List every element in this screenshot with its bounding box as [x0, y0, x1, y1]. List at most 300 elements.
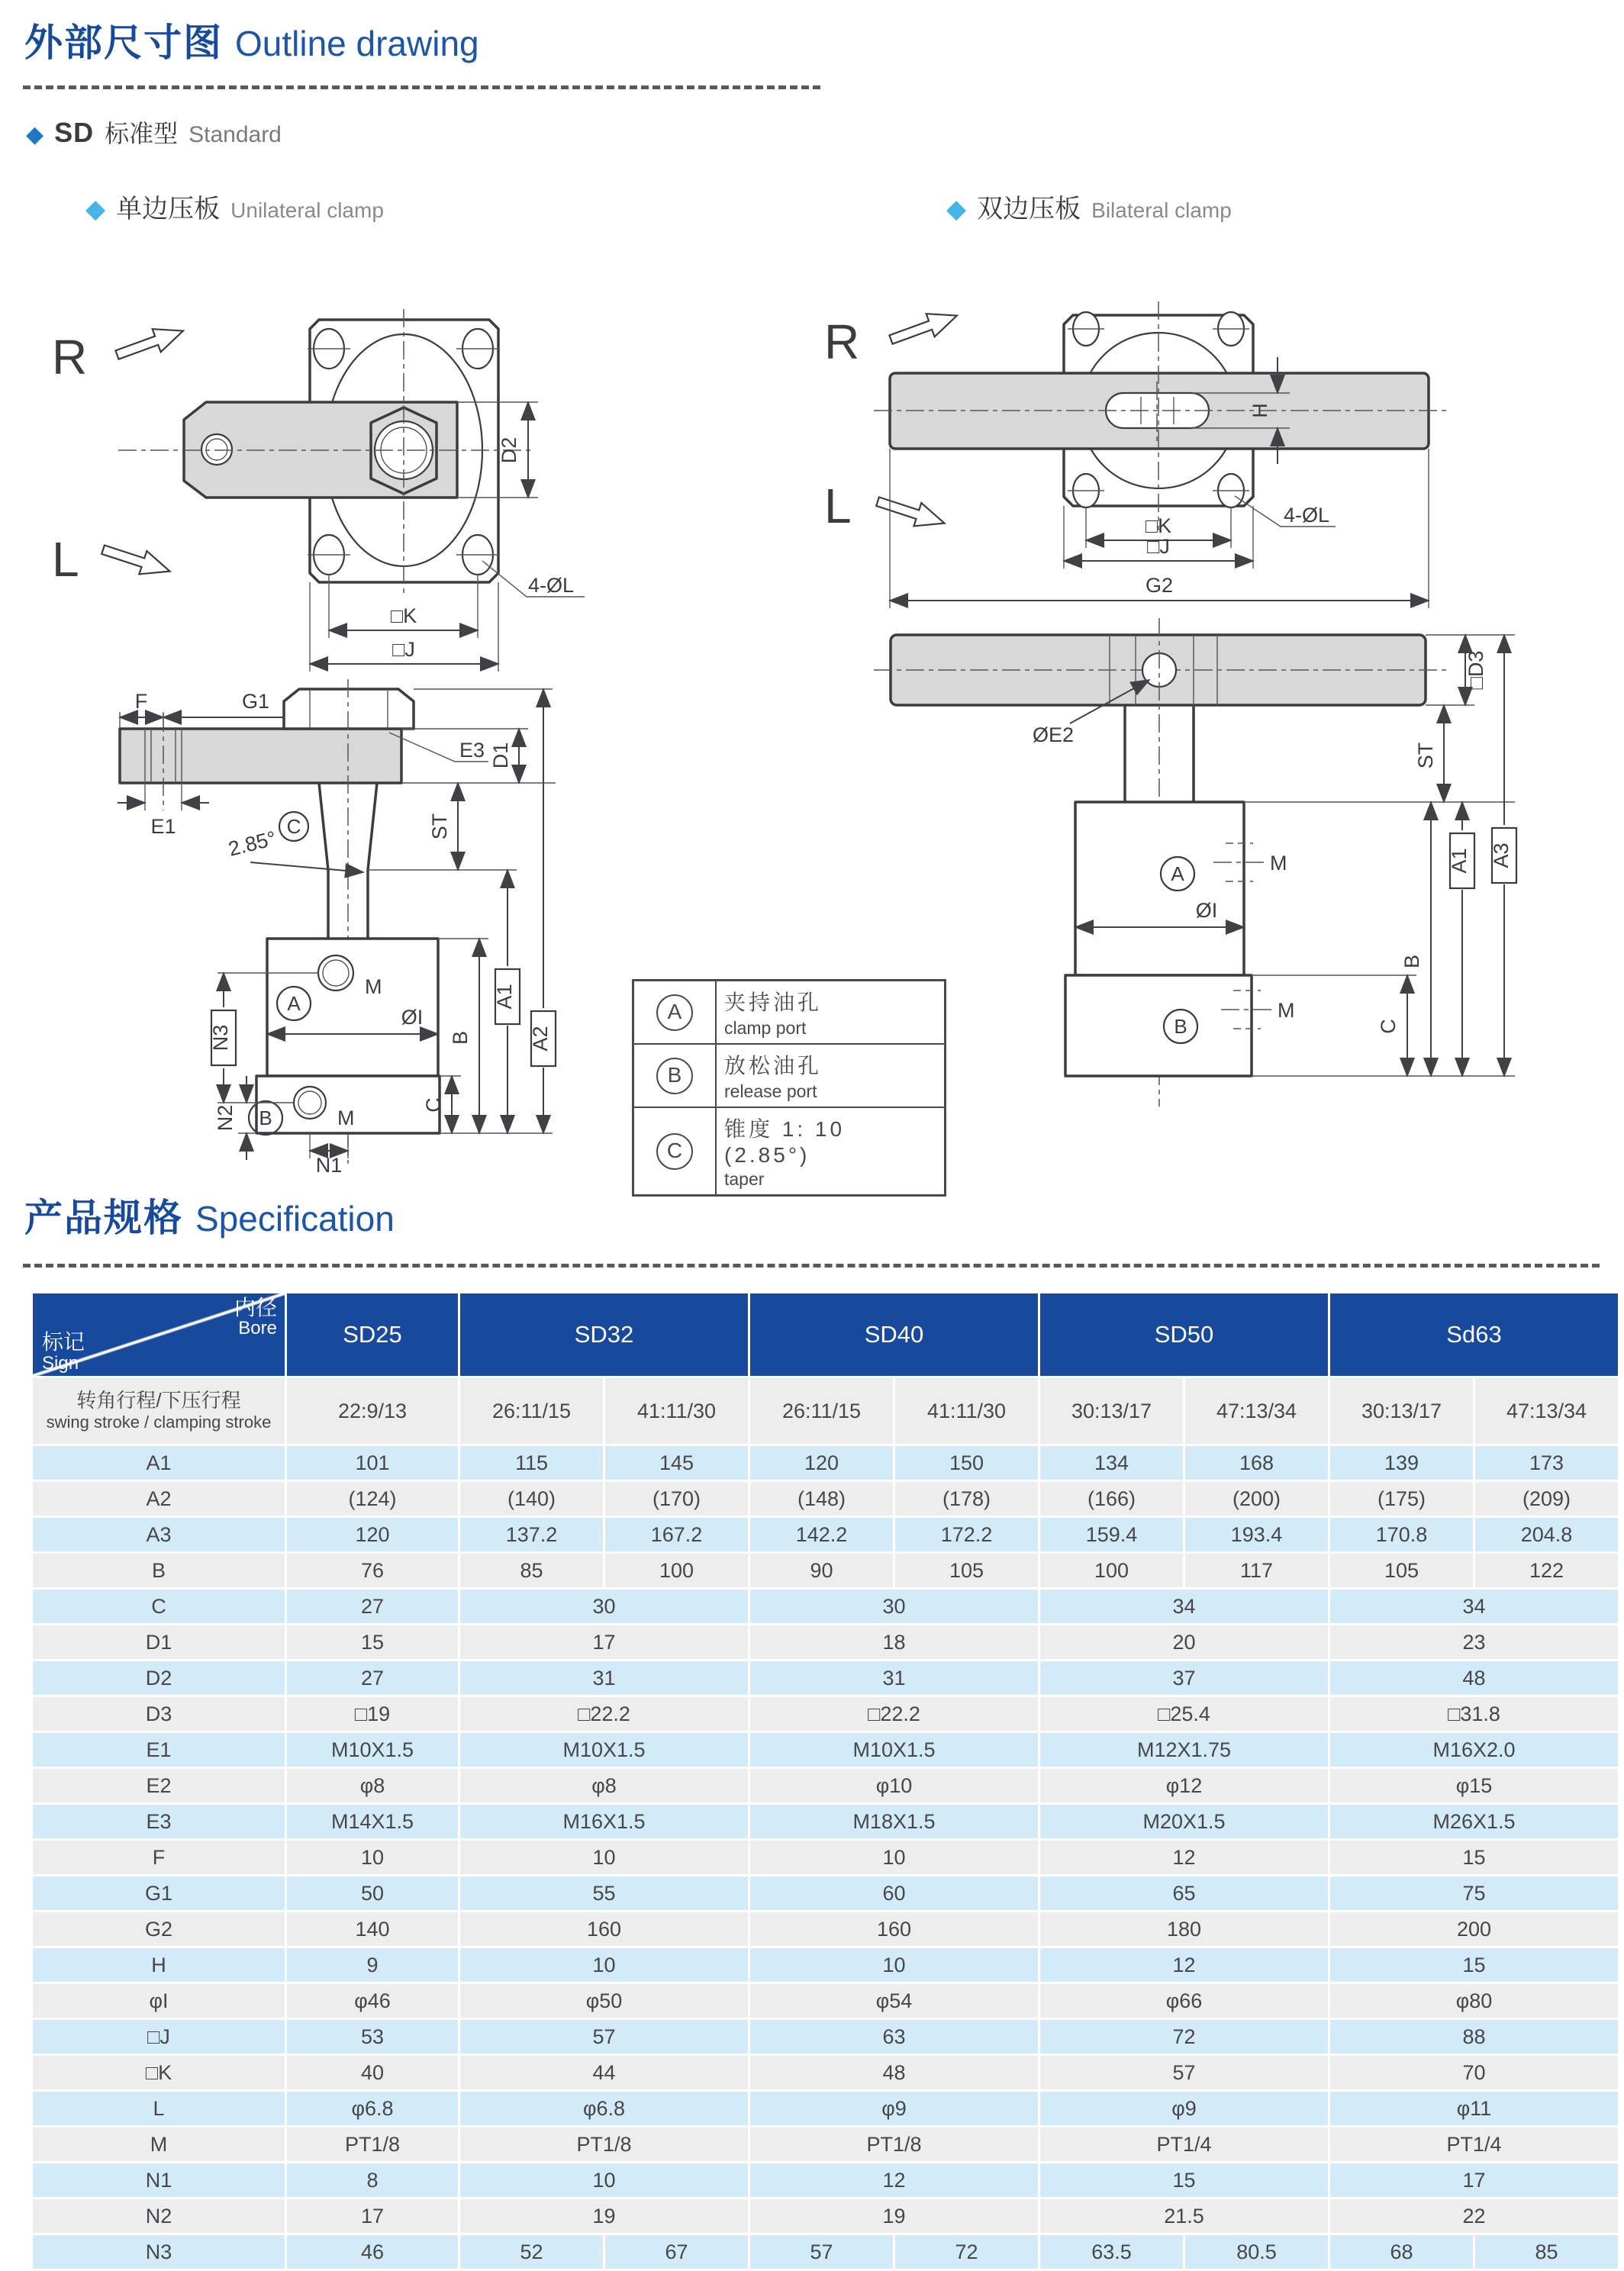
spec-cell: 68 [1330, 2235, 1473, 2269]
dim-a3 [1490, 635, 1516, 1076]
l-arrow-icon [99, 538, 173, 583]
spec-cell: φ8 [460, 1769, 748, 1802]
spec-cell: PT1/8 [750, 2128, 1038, 2161]
spec-heading [24, 1187, 395, 1242]
spec-cell: 200 [1330, 1912, 1618, 1946]
svg-text:H: H [1249, 403, 1271, 418]
spec-row [33, 2092, 1618, 2125]
svg-text:B: B [449, 1030, 472, 1045]
spec-cell: 9 [287, 1948, 458, 1982]
spec-cell: M10X1.5 [460, 1733, 748, 1767]
spec-cell: PT1/4 [1040, 2128, 1328, 2161]
dim-c [1377, 975, 1407, 1076]
spec-cell: φ9 [750, 2092, 1038, 2125]
spec-cell: 88 [1330, 2020, 1618, 2054]
svg-text:N2: N2 [214, 1104, 237, 1132]
spec-cell: 60 [750, 1876, 1038, 1910]
spec-cell: 101 [287, 1446, 458, 1480]
spec-cell: 48 [1330, 1661, 1618, 1695]
spec-row [33, 1518, 1618, 1551]
dim-st [428, 783, 458, 870]
svg-text:E1: E1 [150, 815, 176, 838]
legend-symbol-c: C [656, 1133, 693, 1170]
dim-d1 [489, 729, 519, 783]
spec-cell: (140) [460, 1482, 603, 1516]
r-arrow-icon [113, 320, 187, 367]
bi-top-view [824, 301, 1446, 608]
spec-cell: M14X1.5 [287, 1805, 458, 1838]
spec-row [33, 2163, 1618, 2197]
spec-cell: 160 [750, 1912, 1038, 1946]
spec-cell: 15 [1040, 2163, 1328, 2197]
sd-label: SD [54, 117, 95, 148]
svg-text:A: A [287, 992, 301, 1015]
legend-en: release port [724, 1081, 817, 1101]
spec-cell: 70 [1330, 2056, 1618, 2089]
sd-type-en: Standard [188, 122, 282, 147]
spec-row-label: H [33, 1948, 285, 1982]
svg-text:ØI: ØI [401, 1006, 424, 1029]
svg-text:G2: G2 [1145, 574, 1174, 597]
unilateral-clamp-label [85, 188, 384, 225]
legend-symbol-a: A [656, 994, 693, 1031]
spec-cell: φ9 [1040, 2092, 1328, 2125]
spec-row [33, 2056, 1618, 2089]
svg-text:□J: □J [392, 638, 415, 661]
spec-cell: φ54 [750, 1984, 1038, 2018]
spec-corner-cell [33, 1293, 285, 1376]
spec-cell: 18 [750, 1625, 1038, 1659]
spec-cell: M26X1.5 [1330, 1805, 1618, 1838]
spec-cell: 139 [1330, 1446, 1473, 1480]
spec-cell: 21.5 [1040, 2199, 1328, 2233]
dim-a1 [493, 870, 520, 1133]
diamond-icon: ◆ [26, 122, 44, 147]
svg-text:□J: □J [1147, 535, 1170, 558]
spec-row-label: □J [33, 2020, 285, 2054]
dim-n2 [214, 1076, 256, 1160]
spec-cell: (148) [750, 1482, 893, 1516]
spec-row-label: E2 [33, 1769, 285, 1802]
spec-cell: 12 [750, 2163, 1038, 2197]
spec-row [33, 1984, 1618, 2018]
spec-cell: M20X1.5 [1040, 1805, 1328, 1838]
bi-side-view [874, 618, 1516, 1107]
spec-cell: 170.8 [1330, 1518, 1473, 1551]
spec-row-label: G1 [33, 1876, 285, 1910]
legend-zh: 锥度 1: 10 (2.85°) [724, 1117, 846, 1167]
spec-cell: 10 [460, 1841, 748, 1874]
spec-cell: 41:11/30 [605, 1378, 748, 1444]
spec-cell: PT1/8 [460, 2128, 748, 2161]
dim-b [1400, 802, 1431, 1076]
spec-cell: M10X1.5 [750, 1733, 1038, 1767]
spec-cell: 12 [1040, 1841, 1328, 1874]
spec-cell: 26:11/15 [750, 1378, 893, 1444]
spec-cell: 72 [1040, 2020, 1328, 2054]
spec-row-label: M [33, 2128, 285, 2161]
spec-cell: 31 [460, 1661, 748, 1695]
legend-row [633, 1107, 946, 1196]
r-direction-label: R [52, 330, 88, 385]
l-direction-label: L [52, 532, 79, 587]
svg-text:C: C [422, 1097, 445, 1113]
spec-row [33, 1912, 1618, 1946]
spec-row-label: E1 [33, 1733, 285, 1767]
spec-row [33, 2235, 1618, 2269]
outline-heading-en: Outline drawing [235, 24, 479, 63]
legend-row [633, 981, 946, 1045]
spec-cell: 67 [605, 2235, 748, 2269]
l-arrow-icon [874, 490, 948, 535]
spec-cell: 15 [1330, 1948, 1618, 1982]
spec-cell: 172.2 [895, 1518, 1038, 1551]
spec-cell: 15 [287, 1625, 458, 1659]
spec-cell: □19 [287, 1697, 458, 1731]
spec-cell: 150 [895, 1446, 1038, 1480]
svg-text:A3: A3 [1490, 842, 1513, 868]
spec-cell: 85 [460, 1554, 603, 1587]
svg-text:C: C [286, 815, 301, 838]
spec-cell: 8 [287, 2163, 458, 2197]
spec-stroke-label: 转角行程/下压行程 swing stroke / clamping stroke [33, 1378, 285, 1444]
spec-cell: 159.4 [1040, 1518, 1183, 1551]
spec-row [33, 1446, 1618, 1480]
spec-header-row [33, 1293, 1618, 1376]
spec-cell: M12X1.75 [1040, 1733, 1328, 1767]
corner-bore: 内径 Bore [234, 1296, 277, 1339]
dim-st [1414, 705, 1444, 802]
dim-d3 [1464, 635, 1487, 705]
spec-row [33, 1625, 1618, 1659]
dim-k [329, 575, 478, 638]
cylinder-body [1075, 802, 1244, 975]
spec-cell: 63.5 [1040, 2235, 1183, 2269]
svg-text:ØE2: ØE2 [1032, 723, 1075, 746]
unilateral-zh: 单边压板 [116, 195, 221, 224]
spec-cell: 31 [750, 1661, 1038, 1695]
r-direction-label: R [824, 314, 860, 369]
dim-a1 [1448, 802, 1474, 1076]
spec-model-header: SD32 [460, 1293, 748, 1376]
spec-cell: (200) [1185, 1482, 1328, 1516]
dim-b [449, 939, 479, 1133]
spec-cell: φ6.8 [287, 2092, 458, 2125]
svg-text:N1: N1 [315, 1154, 343, 1177]
spec-row-label: B [33, 1554, 285, 1587]
spec-row [33, 1661, 1618, 1695]
spec-cell: (175) [1330, 1482, 1473, 1516]
spec-cell: 90 [750, 1554, 893, 1587]
svg-text:D1: D1 [489, 742, 512, 769]
svg-text:A: A [1171, 862, 1184, 885]
diamond-icon: ◆ [85, 195, 106, 224]
spec-cell: 105 [1330, 1554, 1473, 1587]
legend-row [633, 1044, 946, 1107]
spec-cell: 142.2 [750, 1518, 893, 1551]
legend-symbol-b: B [656, 1058, 693, 1094]
spec-cell: 75 [1330, 1876, 1618, 1910]
svg-text:G1: G1 [241, 690, 270, 713]
svg-text:F: F [134, 690, 148, 713]
spec-model-header: SD50 [1040, 1293, 1328, 1376]
specification-table [31, 1291, 1620, 2271]
spec-cell: 17 [287, 2199, 458, 2233]
spec-cell: 105 [895, 1554, 1038, 1587]
spec-cell: 85 [1475, 2235, 1618, 2269]
unilateral-en: Unilateral clamp [230, 198, 384, 222]
r-arrow-icon [887, 304, 961, 352]
spec-cell: 115 [460, 1446, 603, 1480]
spec-cell: 134 [1040, 1446, 1183, 1480]
spec-row [33, 1948, 1618, 1982]
spec-row [33, 1769, 1618, 1802]
l-direction-label: L [824, 478, 852, 533]
spec-cell: 173 [1475, 1446, 1618, 1480]
outline-heading [24, 12, 479, 67]
spec-cell: 41:11/30 [895, 1378, 1038, 1444]
spec-cell: 40 [287, 2056, 458, 2089]
spec-cell: 23 [1330, 1625, 1618, 1659]
spec-cell: □22.2 [750, 1697, 1038, 1731]
spec-row-label: C [33, 1590, 285, 1623]
spec-row [33, 1841, 1618, 1874]
spec-row-label: □K [33, 2056, 285, 2089]
svg-text:M: M [1278, 999, 1295, 1022]
spec-cell: φ10 [750, 1769, 1038, 1802]
spec-cell: 44 [460, 2056, 748, 2089]
spec-cell: 53 [287, 2020, 458, 2054]
nut-side [284, 689, 414, 729]
spec-model-header: SD40 [750, 1293, 1038, 1376]
svg-text:D2: D2 [498, 436, 520, 464]
uni-top-view [52, 309, 585, 672]
spec-row-label: N2 [33, 2199, 285, 2233]
spec-cell: 10 [750, 1948, 1038, 1982]
spec-row [33, 1590, 1618, 1623]
spec-cell: 100 [1040, 1554, 1183, 1587]
spec-row [33, 2199, 1618, 2233]
legend-en: clamp port [724, 1018, 807, 1038]
spec-cell: 137.2 [460, 1518, 603, 1551]
dim-e3 [389, 733, 488, 762]
svg-text:M: M [365, 975, 382, 998]
cylinder-base [1065, 975, 1252, 1076]
spec-cell: 63 [750, 2020, 1038, 2054]
spec-cell: M16X2.0 [1330, 1733, 1618, 1767]
spec-cell: 47:13/34 [1475, 1378, 1618, 1444]
spec-row-label: E3 [33, 1805, 285, 1838]
spec-cell: 27 [287, 1590, 458, 1623]
spec-cell: 12 [1040, 1948, 1328, 1982]
spec-cell: 10 [460, 2163, 748, 2197]
spec-cell: φ8 [287, 1769, 458, 1802]
spec-cell: φ15 [1330, 1769, 1618, 1802]
spec-row [33, 1733, 1618, 1767]
spec-cell: (170) [605, 1482, 748, 1516]
spec-cell: 10 [287, 1841, 458, 1874]
spec-row-label: L [33, 2092, 285, 2125]
spec-cell: φ11 [1330, 2092, 1618, 2125]
svg-text:B: B [1400, 954, 1423, 969]
spec-cell: 168 [1185, 1446, 1328, 1480]
spec-cell: □22.2 [460, 1697, 748, 1731]
spec-cell: 19 [750, 2199, 1038, 2233]
spec-row-label: A3 [33, 1518, 285, 1551]
spec-cell: 30:13/17 [1330, 1378, 1473, 1444]
spec-row-label: D2 [33, 1661, 285, 1695]
svg-text:B: B [259, 1107, 272, 1129]
spec-heading-en: Specification [195, 1199, 395, 1239]
spec-row [33, 1554, 1618, 1587]
svg-text:2.85°: 2.85° [226, 826, 279, 861]
spec-row [33, 2128, 1618, 2161]
spec-cell: 10 [750, 1841, 1038, 1874]
bilateral-zh: 双边压板 [977, 195, 1081, 224]
spec-row [33, 2020, 1618, 2054]
spec-cell: 120 [287, 1518, 458, 1551]
spec-cell: M10X1.5 [287, 1733, 458, 1767]
svg-text:E3: E3 [459, 739, 485, 762]
spec-row-label: G2 [33, 1912, 285, 1946]
svg-text:A1: A1 [1448, 848, 1471, 874]
spec-cell: 57 [750, 2235, 893, 2269]
spec-cell: 100 [605, 1554, 748, 1587]
spec-cell: 52 [460, 2235, 603, 2269]
svg-text:□K: □K [1145, 514, 1172, 537]
spec-cell: 30 [460, 1590, 748, 1623]
dim-a2 [529, 689, 556, 1133]
spec-cell: (124) [287, 1482, 458, 1516]
spec-cell: 80.5 [1185, 2235, 1328, 2269]
spec-cell: 117 [1185, 1554, 1328, 1587]
svg-text:A2: A2 [529, 1026, 552, 1052]
spec-cell: 22:9/13 [287, 1378, 458, 1444]
svg-text:N3: N3 [209, 1024, 232, 1052]
uni-side-view [118, 679, 556, 1177]
svg-text:A1: A1 [493, 984, 516, 1010]
legend-zh: 放松油孔 [724, 1054, 823, 1078]
spec-cell: 50 [287, 1876, 458, 1910]
spec-cell: φ66 [1040, 1984, 1328, 2018]
spec-cell: 160 [460, 1912, 748, 1946]
spec-cell: (209) [1475, 1482, 1618, 1516]
spec-row-label: A2 [33, 1482, 285, 1516]
arm-side [120, 729, 401, 783]
spec-cell: 46 [287, 2235, 458, 2269]
spec-cell: 57 [1040, 2056, 1328, 2089]
spec-cell: 204.8 [1475, 1518, 1618, 1551]
spec-cell: PT1/8 [287, 2128, 458, 2161]
legend-zh: 夹持油孔 [724, 991, 823, 1014]
spec-cell: 180 [1040, 1912, 1328, 1946]
spec-cell: 65 [1040, 1876, 1328, 1910]
svg-text:B: B [1174, 1015, 1187, 1038]
spec-cell: (166) [1040, 1482, 1183, 1516]
spec-row-label: D3 [33, 1697, 285, 1731]
svg-text:□K: □K [390, 604, 417, 627]
spec-cell: φ6.8 [460, 2092, 748, 2125]
spec-cell: (178) [895, 1482, 1038, 1516]
port-legend-table [632, 979, 946, 1197]
spec-cell: □25.4 [1040, 1697, 1328, 1731]
spec-cell: 167.2 [605, 1518, 748, 1551]
corner-sign: 标记 Sign [42, 1330, 85, 1374]
svg-text:4-ØL: 4-ØL [1284, 504, 1330, 527]
spec-cell: 26:11/15 [460, 1378, 603, 1444]
sd-standard-line [26, 114, 282, 150]
spec-cell: 55 [460, 1876, 748, 1910]
spec-cell: □31.8 [1330, 1697, 1618, 1731]
spec-stroke-row [33, 1378, 1618, 1444]
unilateral-clamp-drawing [31, 267, 588, 1175]
spec-cell: 27 [287, 1661, 458, 1695]
svg-text:C: C [1377, 1019, 1400, 1034]
spec-cell: 34 [1330, 1590, 1618, 1623]
spec-cell: φ80 [1330, 1984, 1618, 2018]
dim-n1 [310, 1133, 348, 1177]
spec-cell: 120 [750, 1446, 893, 1480]
spec-cell: M16X1.5 [460, 1805, 748, 1838]
svg-text:4-ØL: 4-ØL [528, 574, 575, 597]
spec-row [33, 1697, 1618, 1731]
spec-cell: φ12 [1040, 1769, 1328, 1802]
bilateral-clamp-label [946, 188, 1232, 225]
spec-cell: 17 [1330, 2163, 1618, 2197]
spec-row-label: A1 [33, 1446, 285, 1480]
spec-cell: 37 [1040, 1661, 1328, 1695]
taper-callout [226, 812, 363, 872]
svg-text:□D3: □D3 [1464, 650, 1487, 690]
svg-text:ST: ST [428, 813, 451, 840]
spec-row [33, 1876, 1618, 1910]
spec-cell: φ50 [460, 1984, 748, 2018]
svg-text:M: M [337, 1107, 355, 1129]
spec-cell: 122 [1475, 1554, 1618, 1587]
svg-text:ST: ST [1414, 742, 1437, 769]
legend-en: taper [724, 1169, 765, 1189]
spec-cell: 20 [1040, 1625, 1328, 1659]
spec-cell: 72 [895, 2235, 1038, 2269]
spec-cell: 15 [1330, 1841, 1618, 1874]
spec-cell: 10 [460, 1948, 748, 1982]
spec-row-label: N3 [33, 2235, 285, 2269]
diamond-icon: ◆ [946, 195, 967, 224]
outline-heading-zh: 外部尺寸图 [24, 21, 223, 64]
spec-row [33, 1482, 1618, 1516]
spec-row [33, 1805, 1618, 1838]
spec-cell: φ46 [287, 1984, 458, 2018]
spec-cell: 30:13/17 [1040, 1378, 1183, 1444]
spec-cell: PT1/4 [1330, 2128, 1618, 2161]
spec-cell: 145 [605, 1446, 748, 1480]
spec-cell: 19 [460, 2199, 748, 2233]
spec-cell: 47:13/34 [1185, 1378, 1328, 1444]
divider-dashed-top [23, 85, 820, 89]
spec-row-label: F [33, 1841, 285, 1874]
spec-cell: 140 [287, 1912, 458, 1946]
spec-cell: 17 [460, 1625, 748, 1659]
spec-model-header: SD25 [287, 1293, 458, 1376]
spec-row-label: φI [33, 1984, 285, 2018]
svg-text:M: M [1270, 852, 1287, 875]
spec-cell: M18X1.5 [750, 1805, 1038, 1838]
svg-text:ØI: ØI [1195, 899, 1218, 922]
spec-cell: 34 [1040, 1590, 1328, 1623]
spec-heading-zh: 产品规格 [24, 1197, 183, 1239]
spec-cell: 57 [460, 2020, 748, 2054]
sd-type-zh: 标准型 [105, 120, 179, 147]
